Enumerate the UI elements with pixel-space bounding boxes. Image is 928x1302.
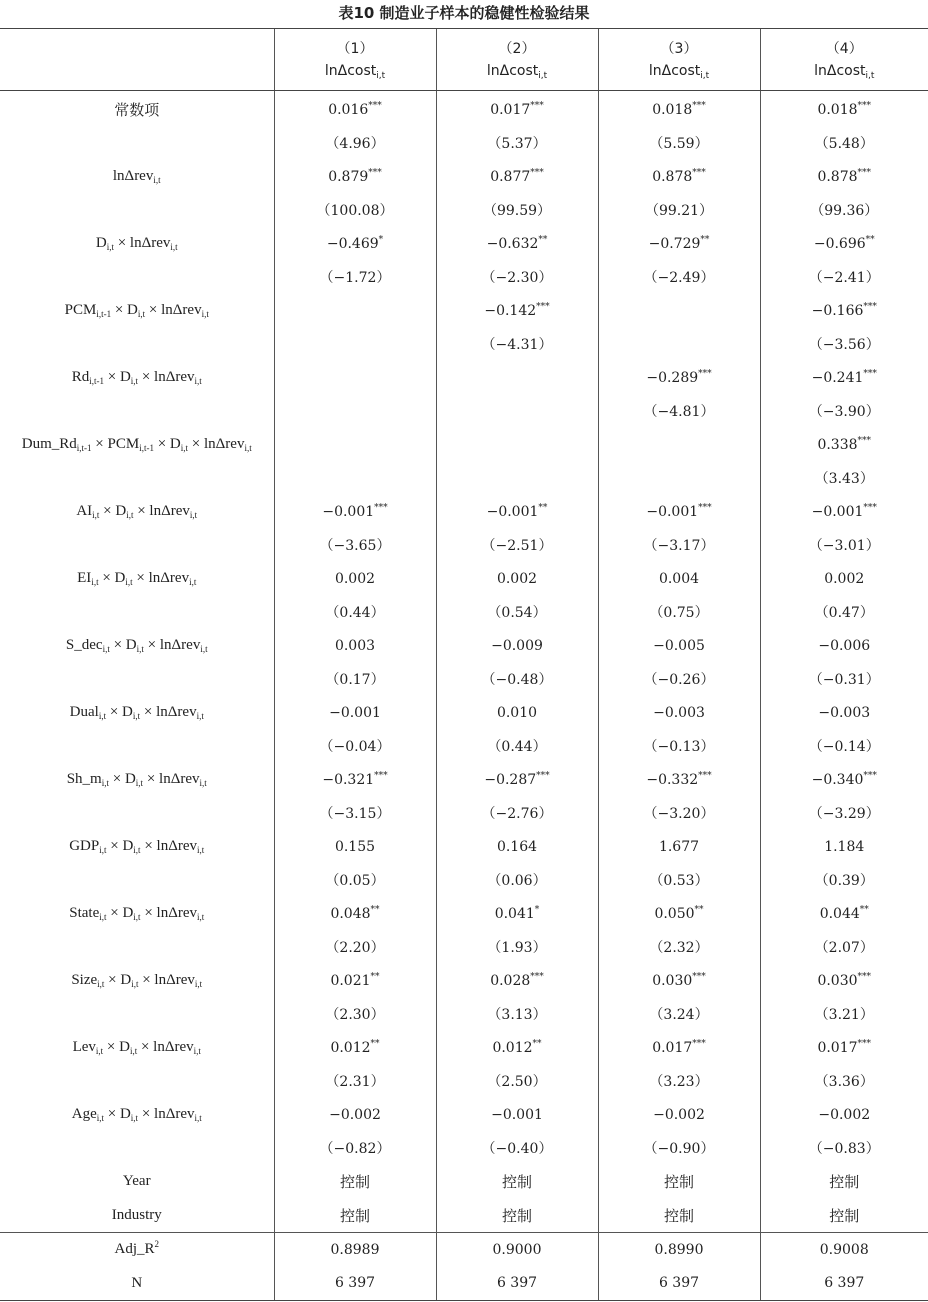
table-row <box>0 529 928 563</box>
control-cell: 控制 <box>436 1165 598 1199</box>
dependent-variable: lnΔcost$_{i,t}$ <box>814 62 875 81</box>
t-stat-cell: （3.13） <box>436 998 598 1032</box>
table-row <box>0 294 928 328</box>
table-row <box>0 1031 928 1065</box>
t-stat-cell <box>598 328 760 362</box>
control-cell: 控制 <box>760 1165 928 1199</box>
row-label: $Sh\_m_{i,t} \times D_{i,t} \times \ln\Delta rev_{i,t}$ <box>66 771 207 789</box>
t-stat-cell: （−4.31） <box>436 328 598 362</box>
coefficient-cell: −0.287*** <box>436 763 598 797</box>
table-row <box>0 931 928 965</box>
t-stat-cell <box>274 328 436 362</box>
column-number: （4） <box>825 40 863 57</box>
row-label <box>0 395 274 429</box>
coefficient-cell: −0.006 <box>760 629 928 663</box>
column-header-3 <box>598 29 760 91</box>
row-label <box>0 797 274 831</box>
coefficient-cell: 0.028*** <box>436 964 598 998</box>
t-stat-cell <box>274 395 436 429</box>
t-stat-cell <box>598 462 760 496</box>
t-stat-cell: （−0.04） <box>274 730 436 764</box>
t-stat-cell: （0.44） <box>436 730 598 764</box>
stat-cell: 6 397 <box>760 1267 928 1301</box>
table-row <box>0 964 928 998</box>
coefficient-cell: 0.878*** <box>760 160 928 194</box>
row-label: lnΔrev$_{i,t}$ <box>112 168 161 186</box>
column-number: （2） <box>498 40 536 57</box>
control-cell: 控制 <box>274 1199 436 1233</box>
t-stat-cell: （2.31） <box>274 1065 436 1099</box>
coefficient-cell: −0.632** <box>436 227 598 261</box>
t-stat-cell: （1.93） <box>436 931 598 965</box>
regression-table <box>0 28 928 1301</box>
stat-cell: 0.8990 <box>598 1233 760 1267</box>
t-stat-cell: （−0.48） <box>436 663 598 697</box>
coefficient-cell: −0.166*** <box>760 294 928 328</box>
coefficient-cell: −0.003 <box>598 696 760 730</box>
table-row <box>0 91 928 127</box>
t-stat-cell: （3.23） <box>598 1065 760 1099</box>
coefficient-cell: 0.030*** <box>760 964 928 998</box>
row-label: Industry <box>111 1206 162 1223</box>
table-row <box>0 328 928 362</box>
row-label: $PCM_{i,t-1} \times D_{i,t} \times \ln\Delta rev_{i,t}$ <box>64 302 209 320</box>
t-stat-cell <box>436 462 598 496</box>
t-stat-cell: （2.32） <box>598 931 760 965</box>
row-label: $Lev_{i,t} \times D_{i,t} \times \ln\Delta rev_{i,t}$ <box>72 1039 201 1057</box>
t-stat-cell: （5.37） <box>436 127 598 161</box>
coefficient-cell: −0.469* <box>274 227 436 261</box>
t-stat-cell: （99.21） <box>598 194 760 228</box>
stat-cell: 6 397 <box>598 1267 760 1301</box>
table-row <box>0 730 928 764</box>
coefficient-cell <box>598 294 760 328</box>
t-stat-cell: （3.43） <box>760 462 928 496</box>
row-label <box>0 1132 274 1166</box>
table-row <box>0 1098 928 1132</box>
t-stat-cell <box>436 395 598 429</box>
coefficient-cell <box>274 294 436 328</box>
coefficient-cell: 0.012** <box>274 1031 436 1065</box>
table-row <box>0 462 928 496</box>
t-stat-cell: （−2.76） <box>436 797 598 831</box>
coefficient-cell: −0.001 <box>436 1098 598 1132</box>
t-stat-cell: （99.36） <box>760 194 928 228</box>
row-label <box>0 730 274 764</box>
t-stat-cell: （−4.81） <box>598 395 760 429</box>
coefficient-cell: −0.003 <box>760 696 928 730</box>
coefficient-cell: −0.696** <box>760 227 928 261</box>
t-stat-cell: （0.05） <box>274 864 436 898</box>
t-stat-cell: （−3.01） <box>760 529 928 563</box>
row-label: Size$_{i,t}$ × $D_{i,t} \times \ln\Delta rev_{i,t}$ <box>71 972 203 990</box>
coefficient-cell: 0.017*** <box>598 1031 760 1065</box>
t-stat-cell: （−3.90） <box>760 395 928 429</box>
t-stat-cell: （99.59） <box>436 194 598 228</box>
row-label: $Dum\_Rd_{i,t-1} \times PCM_{i,t-1} \times D_{i,t} \times \ln\Delta rev_{i,t}$ <box>21 436 252 454</box>
t-stat-cell: （−0.14） <box>760 730 928 764</box>
t-stat-cell: （0.75） <box>598 596 760 630</box>
table-body <box>0 91 928 1301</box>
control-row <box>0 1199 928 1233</box>
row-label <box>0 596 274 630</box>
coefficient-cell: 0.002 <box>760 562 928 596</box>
row-label: 常数项 <box>114 103 160 120</box>
t-stat-cell: （0.17） <box>274 663 436 697</box>
t-stat-cell: （2.30） <box>274 998 436 1032</box>
coefficient-cell: 0.017*** <box>436 91 598 127</box>
t-stat-cell: （2.07） <box>760 931 928 965</box>
coefficient-cell: −0.340*** <box>760 763 928 797</box>
coefficient-cell: 0.018*** <box>760 91 928 127</box>
coefficient-cell: 0.012** <box>436 1031 598 1065</box>
row-label <box>0 529 274 563</box>
coefficient-cell: 0.003 <box>274 629 436 663</box>
coefficient-cell: −0.009 <box>436 629 598 663</box>
table-row <box>0 428 928 462</box>
row-label: $EI_{i,t} \times D_{i,t} \times \ln\Delta rev_{i,t}$ <box>77 570 197 588</box>
coefficient-cell: 0.050** <box>598 897 760 931</box>
t-stat-cell: （0.06） <box>436 864 598 898</box>
t-stat-cell: （−0.26） <box>598 663 760 697</box>
coefficient-cell: −0.321*** <box>274 763 436 797</box>
t-stat-cell <box>274 462 436 496</box>
t-stat-cell: （−0.82） <box>274 1132 436 1166</box>
t-stat-cell: （100.08） <box>274 194 436 228</box>
t-stat-cell: （−2.41） <box>760 261 928 295</box>
control-cell: 控制 <box>760 1199 928 1233</box>
table-row <box>0 562 928 596</box>
table-row <box>0 261 928 295</box>
t-stat-cell: （2.50） <box>436 1065 598 1099</box>
t-stat-cell: （−3.29） <box>760 797 928 831</box>
control-cell: 控制 <box>598 1165 760 1199</box>
column-header-1 <box>274 29 436 91</box>
t-stat-cell: （−0.13） <box>598 730 760 764</box>
t-stat-cell: （−3.15） <box>274 797 436 831</box>
stat-cell: 6 397 <box>436 1267 598 1301</box>
t-stat-cell: （0.47） <box>760 596 928 630</box>
coefficient-cell <box>274 361 436 395</box>
t-stat-cell: （−3.20） <box>598 797 760 831</box>
coefficient-cell: 1.184 <box>760 830 928 864</box>
coefficient-cell <box>598 428 760 462</box>
coefficient-cell: −0.001** <box>436 495 598 529</box>
row-label <box>0 864 274 898</box>
t-stat-cell: （−0.31） <box>760 663 928 697</box>
table-row <box>0 361 928 395</box>
coefficient-cell <box>436 361 598 395</box>
coefficient-cell: 0.155 <box>274 830 436 864</box>
table-row <box>0 663 928 697</box>
row-label <box>0 328 274 362</box>
coefficient-cell: −0.001 <box>274 696 436 730</box>
row-label: $Rd_{i,t-1} \times D_{i,t} \times \ln\Delta rev_{i,t}$ <box>71 369 202 387</box>
t-stat-cell: （0.53） <box>598 864 760 898</box>
coefficient-cell: 0.164 <box>436 830 598 864</box>
coefficient-cell: 0.002 <box>274 562 436 596</box>
t-stat-cell: （−0.83） <box>760 1132 928 1166</box>
coefficient-cell <box>436 428 598 462</box>
row-label: Dual$_{i,t}$ × $D_{i,t} \times \ln\Delta rev_{i,t}$ <box>69 704 204 722</box>
table-row <box>0 797 928 831</box>
stat-row <box>0 1267 928 1301</box>
t-stat-cell: （5.48） <box>760 127 928 161</box>
table-row <box>0 1065 928 1099</box>
column-number: （1） <box>336 40 374 57</box>
stat-cell: 0.8989 <box>274 1233 436 1267</box>
row-label: $Age_{i,t} \times D_{i,t} \times \ln\Delta rev_{i,t}$ <box>71 1106 202 1124</box>
row-label: $Adj\_R^2$ <box>0 1233 274 1267</box>
stat-row <box>0 1233 928 1267</box>
coefficient-cell: 0.879*** <box>274 160 436 194</box>
t-stat-cell: （−0.40） <box>436 1132 598 1166</box>
row-label <box>0 194 274 228</box>
coefficient-cell: −0.002 <box>760 1098 928 1132</box>
coefficient-cell: 0.878*** <box>598 160 760 194</box>
t-stat-cell: （−0.90） <box>598 1132 760 1166</box>
coefficient-cell: −0.005 <box>598 629 760 663</box>
dependent-variable: lnΔcost$_{i,t}$ <box>324 62 386 81</box>
stat-cell: 0.9008 <box>760 1233 928 1267</box>
t-stat-cell: （−3.56） <box>760 328 928 362</box>
coefficient-cell: −0.729** <box>598 227 760 261</box>
coefficient-cell: −0.001*** <box>760 495 928 529</box>
t-stat-cell: （3.21） <box>760 998 928 1032</box>
row-label: $AI_{i,t} \times D_{i,t} \times \ln\Delta rev_{i,t}$ <box>76 503 198 521</box>
t-stat-cell: （0.39） <box>760 864 928 898</box>
table-row <box>0 596 928 630</box>
coefficient-cell: 0.017*** <box>760 1031 928 1065</box>
coefficient-cell: 0.030*** <box>598 964 760 998</box>
row-label: N <box>0 1267 274 1301</box>
t-stat-cell: （3.36） <box>760 1065 928 1099</box>
column-header-2 <box>436 29 598 91</box>
t-stat-cell: （0.44） <box>274 596 436 630</box>
coefficient-cell: −0.241*** <box>760 361 928 395</box>
coefficient-cell: −0.001*** <box>274 495 436 529</box>
t-stat-cell: （2.20） <box>274 931 436 965</box>
stat-cell: 0.9000 <box>436 1233 598 1267</box>
table-row <box>0 160 928 194</box>
t-stat-cell: （−3.17） <box>598 529 760 563</box>
row-label: State$_{i,t}$ × $D_{i,t} \times \ln\Delta rev_{i,t}$ <box>69 905 205 923</box>
coefficient-cell: −0.142*** <box>436 294 598 328</box>
row-label: $D_{i,t} \times \ln\Delta rev_{i,t}$ <box>95 235 178 253</box>
table-row <box>0 830 928 864</box>
t-stat-cell: （−2.51） <box>436 529 598 563</box>
row-label: S_dec$_{i,t}$ × $D_{i,t} \times \ln\Delta rev_{i,t}$ <box>65 637 208 655</box>
coefficient-cell: 0.004 <box>598 562 760 596</box>
column-number: （3） <box>660 40 698 57</box>
dependent-variable: lnΔcost$_{i,t}$ <box>648 62 710 81</box>
t-stat-cell: （−1.72） <box>274 261 436 295</box>
coefficient-cell: 0.338*** <box>760 428 928 462</box>
coefficient-cell: 0.877*** <box>436 160 598 194</box>
table-header <box>0 29 928 91</box>
dependent-variable: lnΔcost$_{i,t}$ <box>486 62 548 81</box>
control-cell: 控制 <box>598 1199 760 1233</box>
coefficient-cell: −0.289*** <box>598 361 760 395</box>
coefficient-cell: 0.010 <box>436 696 598 730</box>
control-row <box>0 1165 928 1199</box>
control-cell: 控制 <box>436 1199 598 1233</box>
row-label <box>0 127 274 161</box>
table-row <box>0 897 928 931</box>
row-label: Year <box>122 1173 151 1190</box>
coefficient-cell: −0.001*** <box>598 495 760 529</box>
coefficient-cell: 0.016*** <box>274 91 436 127</box>
coefficient-cell: −0.002 <box>274 1098 436 1132</box>
row-label <box>0 663 274 697</box>
t-stat-cell: （0.54） <box>436 596 598 630</box>
table-row <box>0 194 928 228</box>
table-row <box>0 495 928 529</box>
control-cell: 控制 <box>274 1165 436 1199</box>
table-caption: 表10 制造业子样本的稳健性检验结果 <box>338 4 590 22</box>
row-label <box>0 261 274 295</box>
coefficient-cell: 0.002 <box>436 562 598 596</box>
table-row <box>0 696 928 730</box>
coefficient-cell: −0.332*** <box>598 763 760 797</box>
t-stat-cell: （−2.30） <box>436 261 598 295</box>
header-corner <box>0 29 274 91</box>
table-row <box>0 864 928 898</box>
t-stat-cell: （−2.49） <box>598 261 760 295</box>
row-label <box>0 462 274 496</box>
t-stat-cell: （4.96） <box>274 127 436 161</box>
table-row <box>0 998 928 1032</box>
t-stat-cell: （−3.65） <box>274 529 436 563</box>
t-stat-cell: （3.24） <box>598 998 760 1032</box>
row-label <box>0 998 274 1032</box>
coefficient-cell: 0.041* <box>436 897 598 931</box>
coefficient-cell: 0.021** <box>274 964 436 998</box>
row-label <box>0 931 274 965</box>
coefficient-cell: −0.002 <box>598 1098 760 1132</box>
coefficient-cell: 0.048** <box>274 897 436 931</box>
row-label <box>0 1065 274 1099</box>
table-row <box>0 629 928 663</box>
table-row <box>0 1132 928 1166</box>
t-stat-cell: （5.59） <box>598 127 760 161</box>
stat-cell: 6 397 <box>274 1267 436 1301</box>
coefficient-cell: 1.677 <box>598 830 760 864</box>
table-row <box>0 395 928 429</box>
table-row <box>0 127 928 161</box>
column-header-4 <box>760 29 928 91</box>
table-row <box>0 227 928 261</box>
table-row <box>0 763 928 797</box>
coefficient-cell: 0.018*** <box>598 91 760 127</box>
row-label: $GDP_{i,t} \times D_{i,t} \times \ln\Delta rev_{i,t}$ <box>69 838 205 856</box>
coefficient-cell <box>274 428 436 462</box>
coefficient-cell: 0.044** <box>760 897 928 931</box>
